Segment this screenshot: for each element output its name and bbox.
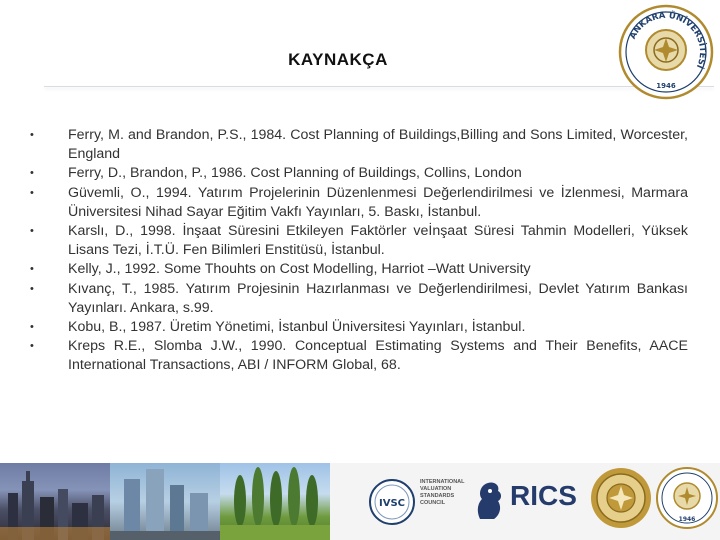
page-title: KAYNAKÇA xyxy=(288,50,388,69)
bullet-icon: • xyxy=(30,321,34,334)
reference-text: Kreps R.E., Slomba J.W., 1990. Conceptual Estimating Systems and Their Benefits, AACE International Transactions, ABI / INFORM Global, 68. xyxy=(68,338,688,374)
towers-illustration-icon xyxy=(110,463,220,540)
ankara-university-seal-icon xyxy=(618,4,714,100)
list-item xyxy=(30,337,688,375)
bullet-icon: • xyxy=(30,225,34,238)
title-divider xyxy=(44,86,714,87)
bullet-icon: • xyxy=(30,129,34,141)
list-item xyxy=(30,126,688,164)
list-item xyxy=(30,184,688,222)
modern-towers-photo xyxy=(110,463,220,540)
reference-list xyxy=(30,126,688,376)
list-item xyxy=(30,164,688,183)
city-skyline-photo xyxy=(0,463,110,540)
reference-text: Ferry, D., Brandon, P., 1986. Cost Planning of Buildings, Collins, London xyxy=(68,165,522,182)
trees-illustration-icon xyxy=(220,463,330,540)
reference-text: Kelly, J., 1992. Some Thouhts on Cost Modelling, Harriot –Watt University xyxy=(68,261,531,278)
seal-ring-text: ANKARA ÜNİVERSİTESİ xyxy=(627,10,708,70)
ankara-university-small-seal-icon xyxy=(655,466,719,530)
reference-text: Ferry, M. and Brandon, P.S., 1984. Cost Planning of Buildings,Billing and Sons Limited, Worcester, England xyxy=(68,127,688,163)
skyline-illustration-icon xyxy=(0,463,110,540)
list-item xyxy=(30,260,688,279)
seal-year: 1946 xyxy=(656,82,676,90)
bullet-icon: • xyxy=(30,263,34,276)
ivsc-mark: IVSC xyxy=(378,498,406,509)
poplar-trees-photo xyxy=(220,463,330,540)
reference-text: Kobu, B., 1987. Üretim Yönetimi, İstanbul Üniversitesi Yayınları, İstanbul. xyxy=(68,319,526,336)
bullet-icon: • xyxy=(30,167,34,180)
rics-wordmark: RICS xyxy=(510,480,577,511)
bullet-icon: • xyxy=(30,186,34,199)
list-item xyxy=(30,222,688,260)
list-item xyxy=(30,318,688,337)
rics-lion-icon xyxy=(470,473,506,525)
reference-text: Kıvanç, T., 1985. Yatırım Projesinin Hazırlanması ve Değerlendirilmesi, Devlet Yatırım Bankası Yayınları. Ankara, s.99. xyxy=(68,280,688,316)
list-item xyxy=(30,280,688,318)
ivsc-caption: INTERNATIONAL VALUATION STANDARDS COUNCIL xyxy=(420,479,465,506)
bullet-icon: • xyxy=(30,282,34,295)
reference-text: Karslı, D., 1998. İnşaat Süresini Etkileyen Faktörler veİnşaat Süresi Tahmin Modelleri, Yüksek Lisans Tezi, İ.T.Ü. Fen Bilimleri Enstitüsü, İstanbul. xyxy=(68,223,688,259)
small-seal-year: 1946 xyxy=(678,516,696,523)
bullet-icon: • xyxy=(30,340,34,353)
ankara-university-gold-seal-icon xyxy=(589,466,653,530)
reference-text: Güvemli, O., 1994. Yatırım Projelerinin Düzenlenmesi Değerlendirilmesi ve İzlenmesi, Marmara Üniversitesi Nihad Sayar Eğitim Vakfı Yayınları, 5. Baskı, İstanbul. xyxy=(68,184,688,220)
ivsc-logo-icon xyxy=(367,477,417,527)
